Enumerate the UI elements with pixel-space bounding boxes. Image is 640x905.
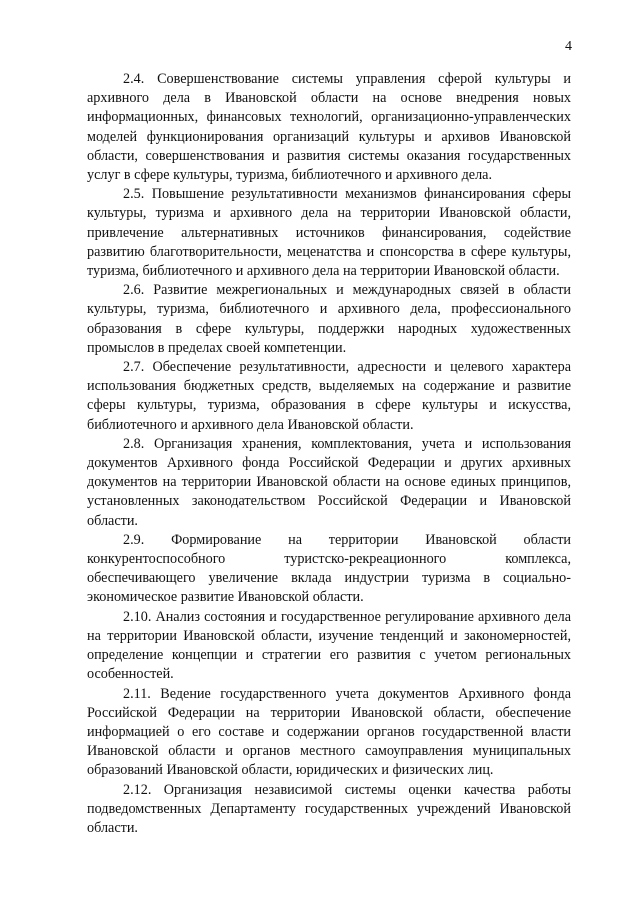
paragraph-2-5: 2.5. Повышение результативности механизмов финансирования сферы культуры, туризма и архивного дела на территории Ивановской области, привлечение альтернативных источников финансирования, содействие развитию благотворительности, меценатства и спонсорства в сфере культуры, туризма, библиотечного и архивного дела на территории Ивановской области. <box>87 186 571 280</box>
paragraph-2-12: 2.12. Организация независимой системы оценки качества работы подведомственных Департаменту государственных учреждений Ивановской области. <box>87 781 571 836</box>
document-body <box>87 70 571 838</box>
page-number: 4 <box>565 39 572 54</box>
paragraph-2-11: 2.11. Ведение государственного учета документов Архивного фонда Российской Федерации на территории Ивановской области, обеспечение информацией о его составе и содержании органов государственной власти Ивановской области и органов местного самоуправления муниципальных образований Ивановской области, юридических и физических лиц. <box>87 685 571 779</box>
paragraph-2-6: 2.6. Развитие межрегиональных и международных связей в области культуры, туризма, библиотечного и архивного дела, профессионального образования в сфере культуры, поддержки народных художественных промыслов в пределах своей компетенции. <box>87 282 571 356</box>
paragraph-2-7: 2.7. Обеспечение результативности, адресности и целевого характера использования бюджетных средств, выделяемых на содержание и развитие сферы культуры, туризма, образования в сфере культуры и искусства, библиотечного и архивного дела Ивановской области. <box>87 359 571 433</box>
paragraph-2-8: 2.8. Организация хранения, комплектования, учета и использования документов Архивного фонда Российской Федерации и других архивных документов на территории Ивановской области на основе единых принципов, установленных законодательством Российской Федерации и Ивановской области. <box>87 435 571 529</box>
paragraph-2-4: 2.4. Совершенствование системы управления сферой культуры и архивного дела в Ивановской области на основе внедрения новых информационных, финансовых технологий, организационно-управленческих моделей функционирования организаций культуры и архивов Ивановской области, совершенствования и развития системы оказания государственных услуг в сфере культуры, туризма, библиотечного и архивного дела. <box>87 71 571 184</box>
paragraph-2-9: 2.9. Формирование на территории Ивановской области конкурентоспособного туристско-рекреационного комплекса, обеспечивающего увеличение вклада индустрии туризма в социально-экономическое развитие Ивановской области. <box>87 531 571 606</box>
paragraph-2-10: 2.10. Анализ состояния и государственное регулирование архивного дела на территории Ивановской области, изучение тенденций и закономерностей, определение концепции и стратегии его развития с учетом региональных особенностей. <box>87 608 571 683</box>
